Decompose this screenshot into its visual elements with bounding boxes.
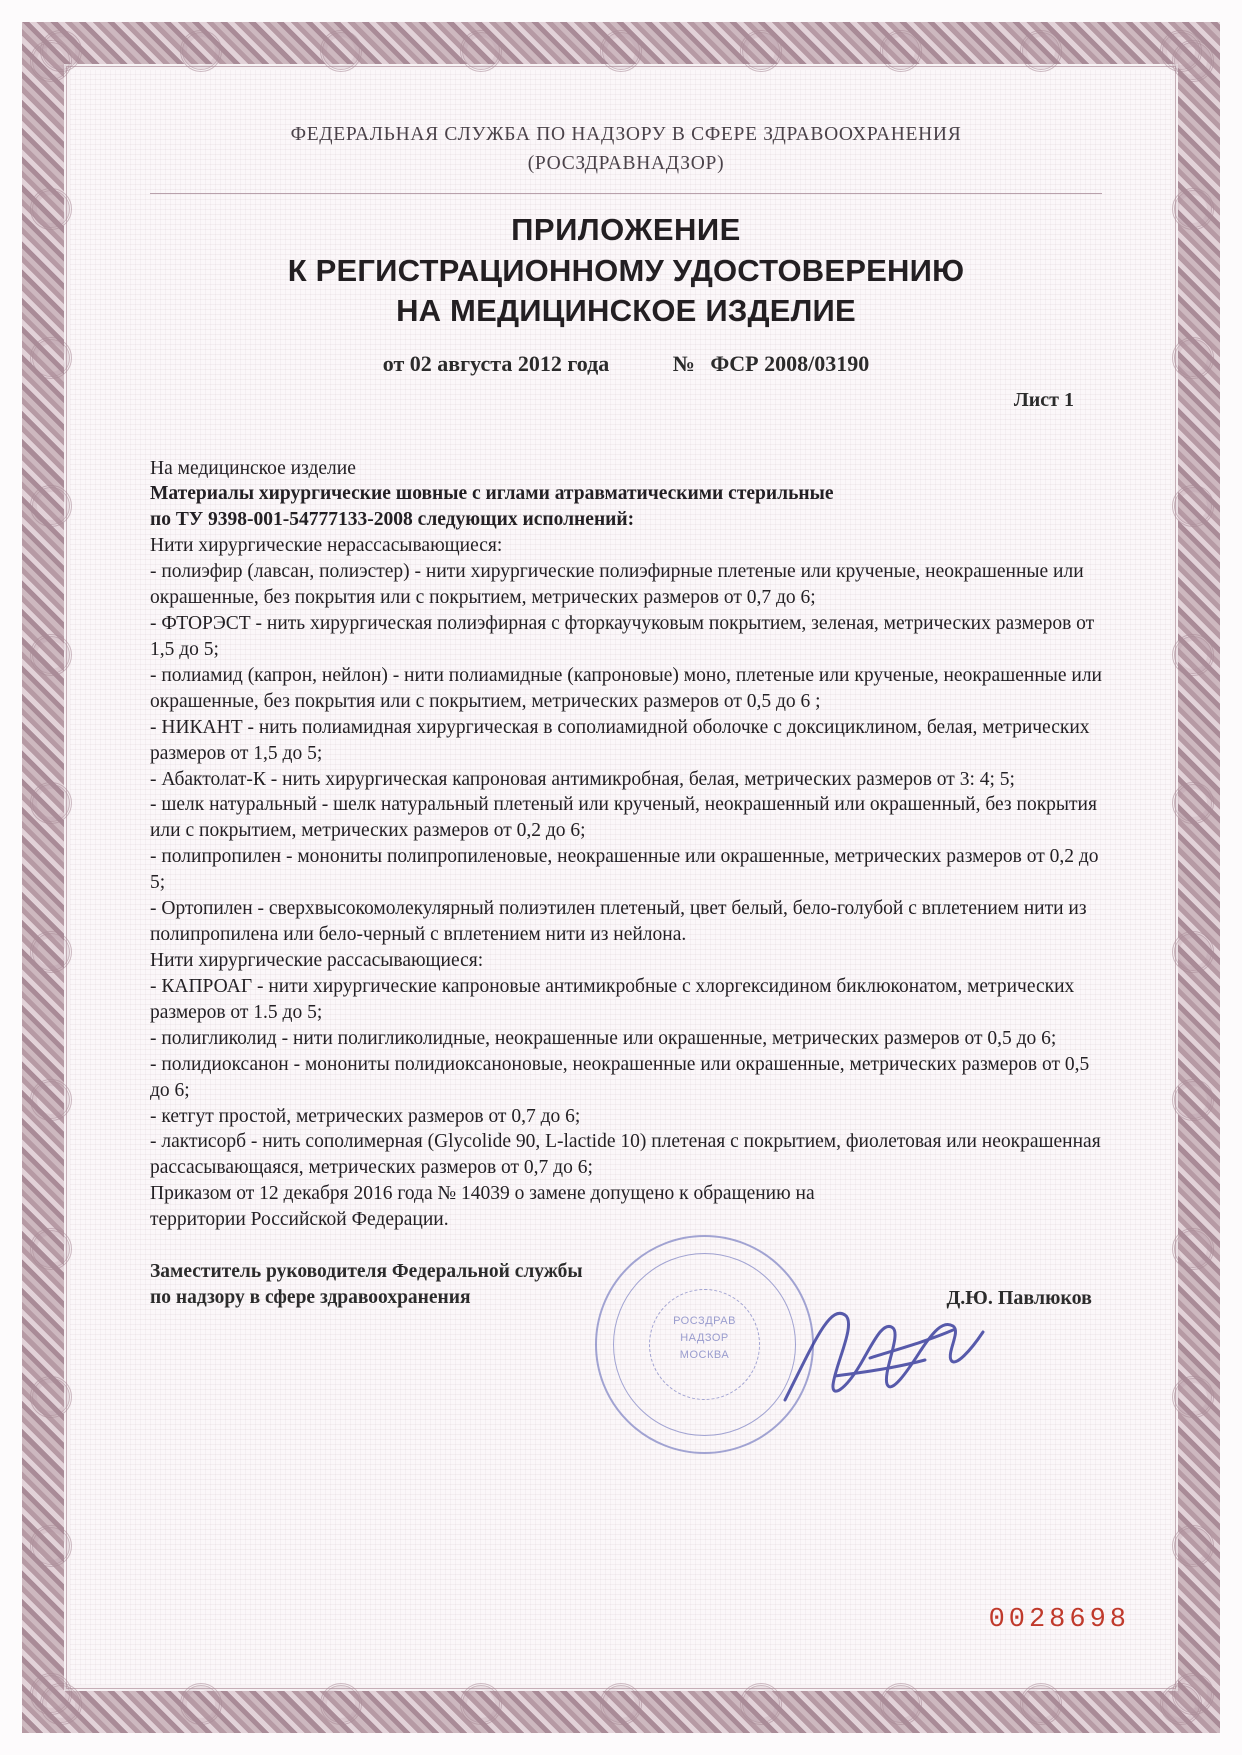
list-item: - полиэфир (лавсан, полиэстер) - нити хирургические полиэфирные плетеные или крученые, неокрашенные или окрашенные, без покрытия или с покрытием, метрических размеров от 0,7 до 6; xyxy=(150,561,1084,609)
list-item: - Ортопилен - сверхвысокомолекулярный полиэтилен плетеный, цвет белый, бело-голубой с вплетением нити из полипропилена или бело-черный с вплетением нити из нейлона. xyxy=(150,898,1087,946)
list-item: - шелк натуральный - шелк натуральный плетеный или крученый, неокрашенный или окрашенный, без покрытия или с покрытием, метрических размеров от 0,2 до 6; xyxy=(150,794,1097,842)
product-name-line-1: Материалы хирургические шовные с иглами атравматическими стерильные xyxy=(150,483,834,505)
document-meta xyxy=(150,351,1102,377)
order-note-line-1: Приказом от 12 декабря 2016 года № 14039 о замене допущено к обращению на xyxy=(150,1183,815,1205)
list-item: - КАПРОАГ - нити хирургические капроновые антимикробные с хлоргексидином биклюконатом, метрических размеров от 1.5 до 5; xyxy=(150,975,1075,1023)
list-item: - Абактолат-К - нить хирургическая капроновая антимикробная, белая, метрических размеров от 3: 4; 5; xyxy=(150,768,1015,790)
document-date: от 02 августа 2012 года xyxy=(382,350,610,376)
agency-heading xyxy=(150,120,1102,179)
document-number: ФСР 2008/03190 xyxy=(710,350,870,376)
document-body xyxy=(150,456,1102,1234)
list-item: - лактисорб - нить сополимерная (Glycolide 90, L-lactide 10) плетеная с покрытием, фиолетовая или неокрашенная рассасывающаяся, метрических размеров от 0,7 до 6; xyxy=(150,1131,1101,1179)
list-item: - полипропилен - монониты полипропиленовые, неокрашенные или окрашенные, метрических размеров от 0,2 до 5; xyxy=(150,846,1099,894)
stamp-line-2: НАДЗОР xyxy=(680,1332,729,1344)
serial-number: 0028698 xyxy=(988,1605,1130,1635)
order-note-line-2: территории Российской Федерации. xyxy=(150,1209,449,1231)
stamp-line-3: МОСКВА xyxy=(679,1349,730,1361)
list-item: - НИКАНТ - нить полиамидная хирургическая в сополиамидной оболочке с доксициклином, белая, метрических размеров от 1,5 до 5; xyxy=(150,716,1090,764)
body-intro: На медицинское изделие xyxy=(150,457,356,479)
agency-line-2: (РОСЗДРАВНАДЗОР) xyxy=(527,153,725,175)
title-line-2: К РЕГИСТРАЦИОННОМУ УДОСТОВЕРЕНИЮ xyxy=(287,252,965,288)
list-item: - полигликолид - нити полигликолидные, неокрашенные или окрашенные, метрических размеров от 0,5 до 6; xyxy=(150,1027,1057,1049)
agency-line-1: ФЕДЕРАЛЬНАЯ СЛУЖБА ПО НАДЗОРУ В СФЕРЕ ЗДРАВООХРАНЕНИЯ xyxy=(290,124,962,145)
list-item: - полидиоксанон - монониты полидиоксаноновые, неокрашенные или окрашенные, метрических размеров от 0,5 до 6; xyxy=(150,1053,1090,1101)
document-number-label: № xyxy=(672,350,695,376)
list-item: - полиамид (капрон, нейлон) - нити полиамидные (капроновые) моно, плетеные или крученые, неокрашенные или окрашенные, без покрытия или с покрытием, метрических размеров от 0,5 до 6 ; xyxy=(150,664,1102,712)
document-content xyxy=(150,120,1102,1312)
section-title-nonabsorbable: Нити хирургические нерассасывающиеся: xyxy=(150,535,503,557)
sheet-number: Лист 1 xyxy=(1013,388,1074,411)
title-line-1: ПРИЛОЖЕНИЕ xyxy=(511,211,741,247)
signer-role-line-2: по надзору в сфере здравоохранения xyxy=(150,1287,471,1309)
list-item: - ФТОРЭСТ - нить хирургическая полиэфирная с фторкаучуковым покрытием, зеленая, метрических размеров от 1,5 до 5; xyxy=(150,613,1095,660)
header-divider xyxy=(150,193,1102,194)
page-title xyxy=(150,212,1102,329)
title-line-3: НА МЕДИЦИНСКОЕ ИЗДЕЛИЕ xyxy=(396,292,856,328)
stamp-line-1: РОСЗДРАВ xyxy=(673,1315,736,1327)
signer-name: Д.Ю. Павлюков xyxy=(946,1286,1092,1309)
list-item: - кетгут простой, метрических размеров от 0,7 до 6; xyxy=(150,1105,581,1127)
signature-block xyxy=(150,1259,1102,1312)
section-title-absorbable: Нити хирургические рассасывающиеся: xyxy=(150,950,484,972)
product-name-line-2: по ТУ 9398-001-54777133-2008 следующих исполнений: xyxy=(150,509,635,531)
signer-role-line-1: Заместитель руководителя Федеральной службы xyxy=(150,1261,583,1283)
